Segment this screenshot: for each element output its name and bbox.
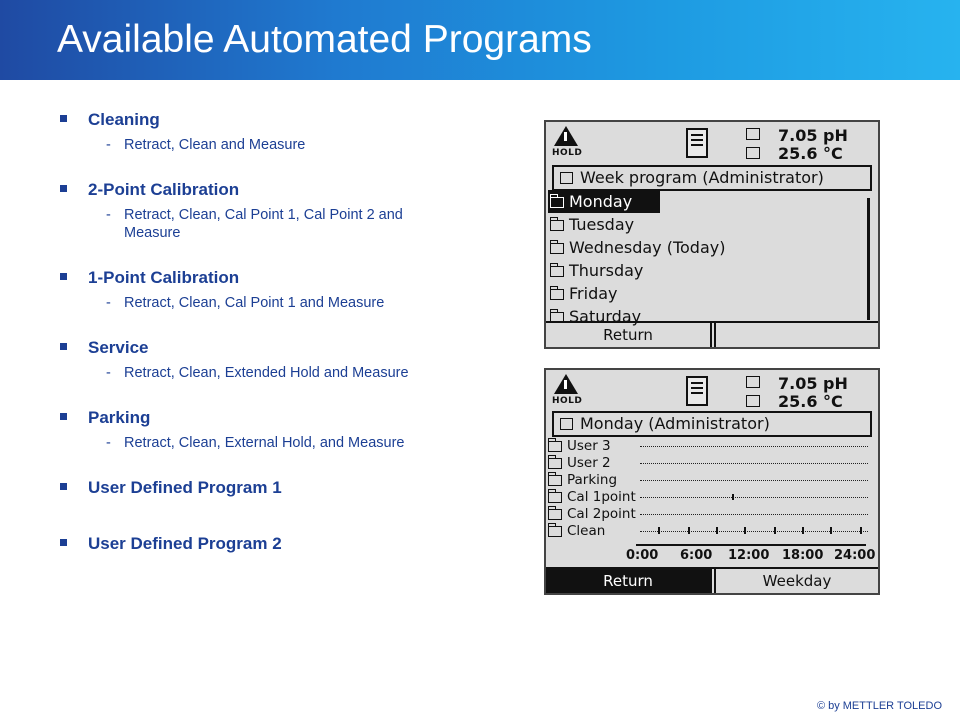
axis-label: 0:00: [626, 548, 659, 563]
title-bar: [0, 0, 960, 80]
schedule-marker: [732, 494, 734, 500]
ph-readout: 7.05 pH: [778, 374, 848, 393]
monday-program-screen: [544, 368, 880, 595]
schedule-row-parking[interactable]: Parking: [548, 472, 636, 489]
program-cleaning: Cleaning: [58, 108, 508, 132]
program-service: Service: [58, 336, 508, 360]
day-item-monday[interactable]: Monday: [548, 190, 660, 213]
ph-readout: 7.05 pH: [778, 126, 848, 145]
program-2point-calibration-detail: - Retract, Clean, Cal Point 1, Cal Point 2 and Measure: [106, 207, 403, 241]
schedule-marker: [744, 527, 746, 534]
temperature-readout: 25.6 °C: [778, 392, 843, 411]
day-item-thursday[interactable]: Thursday: [548, 259, 725, 282]
sensor-icon: [746, 376, 760, 388]
schedule-marker: [802, 527, 804, 534]
folder-icon: [548, 458, 562, 469]
bullet-square-icon: [60, 273, 67, 280]
weekday-softkey[interactable]: Weekday: [714, 569, 878, 593]
return-softkey[interactable]: Return: [546, 323, 712, 347]
bullet-square-icon: [60, 413, 67, 420]
schedule-row-user2[interactable]: User 2: [548, 455, 636, 472]
status-bar: [546, 122, 878, 166]
folder-icon: [548, 441, 562, 452]
week-program-screen: [544, 120, 880, 349]
schedule-row-user3[interactable]: User 3: [548, 438, 636, 455]
softkey-bar: [546, 567, 878, 593]
schedule-marker: [830, 527, 832, 534]
program-service-detail: - Retract, Clean, Extended Hold and Measure: [106, 365, 409, 381]
bullet-square-icon: [60, 185, 67, 192]
empty-softkey[interactable]: [714, 323, 878, 347]
softkey-bar: [546, 321, 878, 347]
sensor-icon: [746, 128, 760, 140]
folder-icon: [550, 266, 564, 277]
screen-header: Week program (Administrator): [552, 165, 872, 191]
schedule-marker: [688, 527, 690, 534]
schedule-row-cal1point[interactable]: Cal 1point: [548, 489, 636, 506]
folder-icon: [548, 492, 562, 503]
sensor-icon: [746, 395, 760, 407]
day-item-tuesday[interactable]: Tuesday: [548, 213, 725, 236]
axis-label: 18:00: [782, 548, 824, 563]
program-parking-detail: - Retract, Clean, External Hold, and Measure: [106, 435, 405, 451]
program-cleaning-detail: - Retract, Clean and Measure: [106, 137, 306, 153]
schedule-row-clean[interactable]: Clean: [548, 523, 636, 540]
program-1point-calibration: 1-Point Calibration: [58, 266, 508, 290]
schedule-marker: [860, 527, 862, 534]
document-icon: [686, 376, 708, 406]
scrollbar[interactable]: [867, 198, 870, 320]
day-item-wednesday[interactable]: Wednesday (Today): [548, 236, 725, 259]
menu-icon: [560, 418, 573, 430]
bullet-square-icon: [60, 483, 67, 490]
warning-hold-icon: HOLD: [552, 374, 580, 410]
bullet-square-icon: [60, 343, 67, 350]
document-icon: [686, 128, 708, 158]
schedule-marker: [716, 527, 718, 534]
folder-icon: [550, 220, 564, 231]
menu-icon: [560, 172, 573, 184]
folder-icon: [550, 243, 564, 254]
copyright-footer: © by METTLER TOLEDO: [816, 700, 942, 712]
axis-label: 6:00: [680, 548, 713, 563]
bullet-square-icon: [60, 539, 67, 546]
slide-title: Available Automated Programs: [57, 18, 592, 61]
status-bar: [546, 370, 878, 414]
schedule-list: [548, 438, 636, 540]
axis-label: 12:00: [728, 548, 770, 563]
sensor-icon: [746, 147, 760, 159]
day-item-saturday[interactable]: Saturday: [548, 305, 725, 328]
schedule-row-cal2point[interactable]: Cal 2point: [548, 506, 636, 523]
program-user-defined-1: User Defined Program 1: [58, 476, 508, 500]
program-parking: Parking: [58, 406, 508, 430]
program-list: [58, 108, 508, 556]
folder-icon: [548, 475, 562, 486]
temperature-readout: 25.6 °C: [778, 144, 843, 163]
program-1point-calibration-detail: - Retract, Clean, Cal Point 1 and Measure: [106, 295, 385, 311]
time-axis: [636, 544, 866, 546]
axis-label: 24:00: [834, 548, 876, 563]
folder-icon: [550, 289, 564, 300]
schedule-marker: [658, 527, 660, 534]
day-item-friday[interactable]: Friday: [548, 282, 725, 305]
return-softkey[interactable]: Return: [546, 569, 712, 593]
program-user-defined-2: User Defined Program 2: [58, 532, 508, 556]
screen-header: Monday (Administrator): [552, 411, 872, 437]
schedule-marker: [774, 527, 776, 534]
folder-icon: [550, 197, 564, 208]
bullet-square-icon: [60, 115, 67, 122]
program-2point-calibration: 2-Point Calibration: [58, 178, 508, 202]
folder-icon: [548, 526, 562, 537]
folder-icon: [548, 509, 562, 520]
day-list[interactable]: [548, 190, 725, 328]
warning-hold-icon: HOLD: [552, 126, 580, 162]
